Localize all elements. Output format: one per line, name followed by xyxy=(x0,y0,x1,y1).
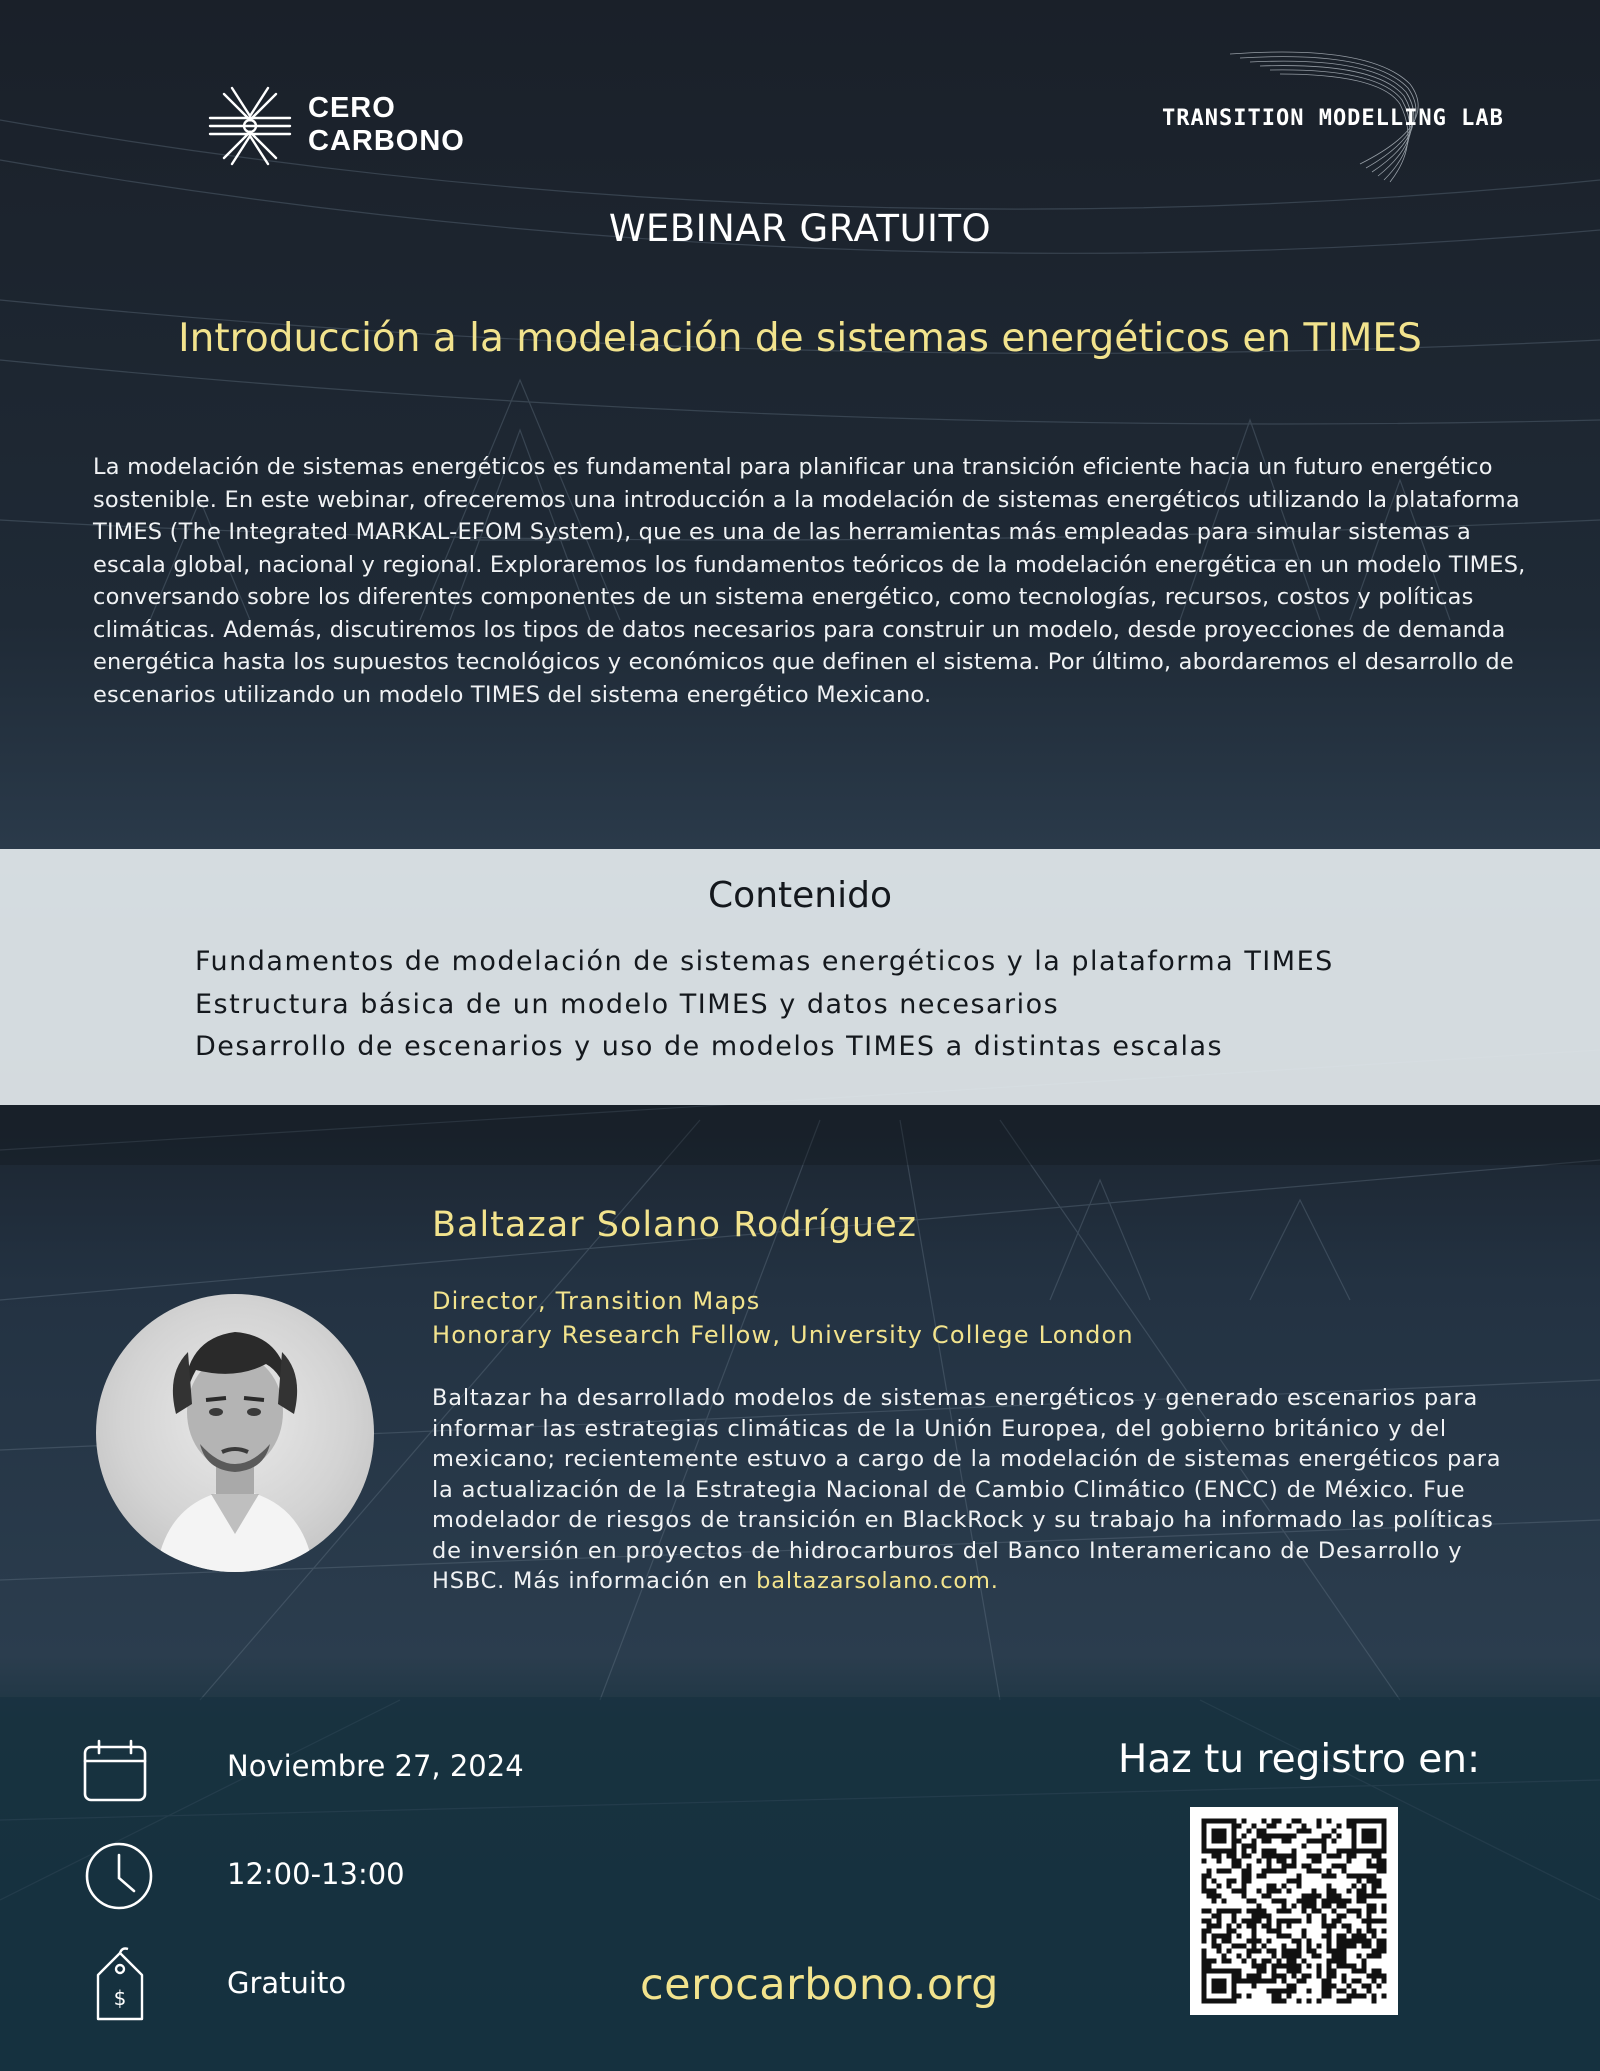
qr-code-pattern xyxy=(1190,1807,1398,2015)
calendar-icon xyxy=(82,1739,148,1803)
event-title: Introducción a la modelación de sistemas energéticos en TIMES xyxy=(178,316,1422,361)
speaker-portrait xyxy=(96,1294,374,1572)
qr-code[interactable] xyxy=(1190,1807,1398,2015)
cero-carbono-logo xyxy=(206,84,496,174)
contenido-item: Desarrollo de escenarios y uso de modelos TIMES a distintas escalas xyxy=(195,1031,1224,1062)
svg-text:$: $ xyxy=(113,1986,127,2010)
logo-word-carbono: CARBONO xyxy=(308,125,465,157)
contenido-heading: Contenido xyxy=(708,875,892,916)
webinar-kicker: WEBINAR GRATUITO xyxy=(608,207,992,250)
contenido-section xyxy=(0,849,1600,1105)
speaker-roles xyxy=(432,1284,1134,1352)
contenido-item: Fundamentos de modelación de sistemas energéticos y la plataforma TIMES xyxy=(195,946,1334,977)
price-tag-icon xyxy=(92,1947,148,2023)
speaker-photo xyxy=(96,1294,374,1572)
speaker-name: Baltazar Solano Rodríguez xyxy=(432,1205,918,1245)
contenido-item: Estructura básica de un modelo TIMES y datos necesarios xyxy=(195,988,1060,1020)
speaker-website-link[interactable]: baltazarsolano.com. xyxy=(756,1568,999,1594)
event-description: La modelación de sistemas energéticos es fundamental para planificar una transición eficiente hacia un futuro energético sostenible. En este webinar, ofreceremos una introducción a la modelación de sistemas energéticos utilizando la plataforma TIMES (The Integrated MARKAL-EFOM System), que es una de las herramientas más empleadas para simular sistemas a escala global, nacional y regional. Exploraremos los fundamentos teóricos de la modelación energética en un modelo TIMES, conversando sobre los diferentes componentes de un sistema energético, como tecnologías, recursos, costos y políticas climáticas. Además, discutiremos los tipos de datos necesarios para construir un modelo, desde proyecciones de demanda energética hasta los supuestos tecnológicos y económicos que definen el sistema. Por último, abordaremos el desarrollo de escenarios utilizando un modelo TIMES del sistema energético Mexicano. xyxy=(93,454,1526,708)
register-label: Haz tu registro en: xyxy=(1118,1737,1481,1782)
event-price: Gratuito xyxy=(227,1966,347,2000)
website-link[interactable]: cerocarbono.org xyxy=(640,1960,999,2010)
cero-carbono-wordmark xyxy=(308,92,465,158)
clock-icon xyxy=(84,1841,154,1911)
contenido-list xyxy=(195,941,1334,1069)
speaker-bio-text: Baltazar ha desarrollado modelos de sistemas energéticos y generado escenarios para informar las estrategias climáticas de la Unión Europea, del gobierno británico y del mexicano; recientemente estuvo a cargo de la modelación de sistemas energéticos para la actualización de la Estrategia Nacional de Cambio Climático (ENCC) de México. Fue modelador de riesgos de transición en BlackRock y su trabajo ha informado las políticas de inversión en proyectos de hidrocarburos del Banco Interamericano de Desarrollo y HSBC. Más información en xyxy=(432,1385,1502,1594)
speaker-role-2: Honorary Research Fellow, University College London xyxy=(432,1321,1134,1349)
logo-word-cero: CERO xyxy=(308,92,396,124)
transition-modelling-lab-wordmark: TRANSITION MODELLING LAB xyxy=(1162,106,1504,131)
speaker-role-1: Director, Transition Maps xyxy=(432,1287,761,1315)
event-time: 12:00-13:00 xyxy=(227,1857,405,1891)
cero-carbono-logo-mark xyxy=(206,84,294,168)
speaker-bio xyxy=(432,1383,1512,1597)
event-date: Noviembre 27, 2024 xyxy=(227,1749,524,1783)
transition-modelling-lab-logo xyxy=(1110,44,1504,184)
